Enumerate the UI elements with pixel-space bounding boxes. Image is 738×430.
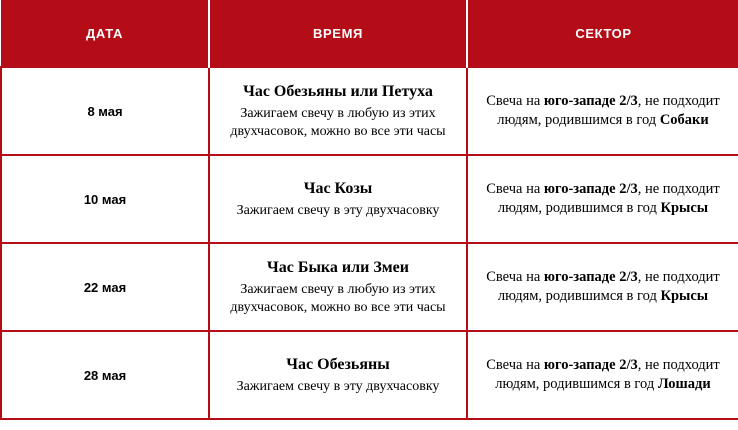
table-body [1, 67, 738, 419]
sector-direction: юго-западе 2/3 [543, 92, 638, 109]
sector-prefix: Свеча на [486, 92, 544, 109]
sector-animal: Собаки [659, 112, 709, 128]
sector-middle: , не подходит людям, родившимся в год [497, 180, 720, 216]
time-note: Зажигаем свечу в эту двухчасовку [236, 378, 440, 394]
sector-prefix: Свеча на [486, 180, 544, 197]
header-row [1, 0, 738, 67]
cell-time [209, 331, 467, 419]
sector-middle: , не подходит людям, родившимся в год [495, 356, 720, 392]
time-title: Час Обезьяны или Петуха [243, 82, 433, 100]
cell-date: 22 мая [1, 243, 209, 331]
table-row [1, 155, 738, 243]
time-title: Час Козы [303, 179, 373, 197]
cell-sector [467, 331, 738, 419]
header-sector: СЕКТОР [467, 0, 738, 67]
cell-date: 28 мая [1, 331, 209, 419]
time-note: Зажигаем свечу в любую из этих двухчасовок, можно во все эти часы [230, 106, 446, 139]
time-title: Час Обезьяны [286, 355, 390, 373]
sector-direction: юго-западе 2/3 [543, 356, 638, 373]
sector-animal: Крысы [660, 200, 709, 216]
cell-sector [467, 155, 738, 243]
cell-time [209, 155, 467, 243]
table-row [1, 67, 738, 155]
sector-prefix: Свеча на [486, 268, 544, 285]
time-title: Час Быка или Змеи [267, 258, 409, 276]
cell-date: 10 мая [1, 155, 209, 243]
cell-sector [467, 67, 738, 155]
header-date: ДАТА [1, 0, 209, 67]
cell-date: 8 мая [1, 67, 209, 155]
table-row [1, 243, 738, 331]
cell-time [209, 67, 467, 155]
table-header [1, 0, 738, 67]
table-row [1, 331, 738, 419]
sector-direction: юго-западе 2/3 [543, 268, 638, 285]
sector-middle: , не подходит людям, родившимся в год [497, 92, 720, 128]
sector-animal: Лошади [657, 376, 711, 392]
sector-middle: , не подходит людям, родившимся в год [497, 268, 720, 304]
time-note: Зажигаем свечу в любую из этих двухчасовок, можно во все эти часы [230, 282, 446, 315]
sector-animal: Крысы [660, 288, 709, 304]
sector-direction: юго-западе 2/3 [543, 180, 638, 197]
header-time: ВРЕМЯ [209, 0, 467, 67]
time-note: Зажигаем свечу в эту двухчасовку [236, 202, 440, 218]
sector-prefix: Свеча на [486, 356, 544, 373]
cell-sector [467, 243, 738, 331]
cell-time [209, 243, 467, 331]
